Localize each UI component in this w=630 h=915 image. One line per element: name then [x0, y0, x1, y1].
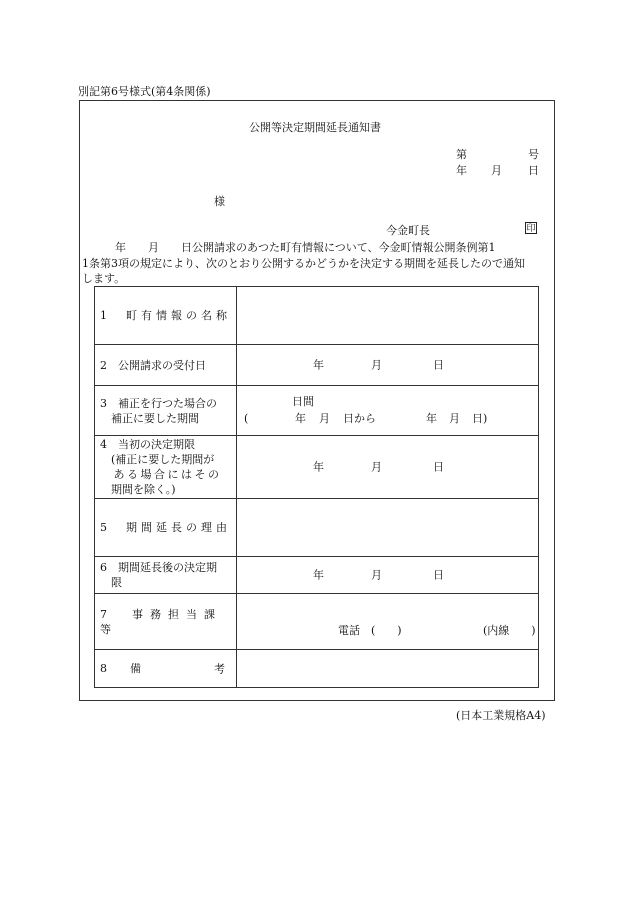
- notice-body-line: 1条第3項の規定により、次のとおり公開するかどうかを決定する期間を延長したので通知: [82, 256, 525, 270]
- remarks-field[interactable]: [237, 650, 539, 688]
- information-name-field[interactable]: [237, 287, 539, 345]
- days-label: 日間: [292, 395, 314, 408]
- notice-body-line: します。: [82, 272, 126, 285]
- seal-mark: 印: [526, 224, 536, 234]
- notice-body-line: 年 月 日公開請求のあつた町有情報について、今金町情報公開条例第1: [82, 241, 496, 254]
- day-label: 日: [433, 460, 444, 474]
- month-label: 月: [371, 460, 382, 474]
- row-label: 5 期間延長の理由: [95, 499, 237, 557]
- contact-field[interactable]: [237, 594, 539, 650]
- document-number-suffix: 号: [528, 148, 539, 161]
- table-row: [95, 386, 539, 436]
- addressee-honorific: 様: [214, 195, 225, 208]
- row-label: 2 公開請求の受付日: [95, 345, 237, 386]
- table-row: [95, 594, 539, 650]
- month-label: 月: [319, 412, 330, 425]
- document-number-prefix: 第: [456, 148, 467, 161]
- detail-table: [94, 286, 539, 688]
- month-label: 月: [371, 358, 382, 372]
- issuer-name: 今金町長: [386, 224, 430, 237]
- table-row: [95, 287, 539, 345]
- table-row: [95, 436, 539, 499]
- table-row: [95, 345, 539, 386]
- year-label: 年: [426, 412, 437, 425]
- table-row: [95, 650, 539, 688]
- issue-date-month: 月: [491, 164, 502, 177]
- issue-date-year: 年: [456, 164, 467, 177]
- document-title: 公開等決定期間延長通知書: [249, 121, 381, 134]
- row-label: 1 町有情報の名称: [95, 287, 237, 345]
- row-label: 7 事務担当課等: [95, 594, 237, 650]
- paper-size-note: (日本工業規格A4): [456, 709, 546, 722]
- extension-label: (内線 ): [483, 624, 536, 637]
- day-label: 日: [433, 358, 444, 372]
- paren-open: (: [244, 412, 249, 425]
- extended-deadline-field[interactable]: [237, 557, 539, 594]
- from-label: 日から: [343, 412, 376, 425]
- extension-reason-field[interactable]: [237, 499, 539, 557]
- year-label: 年: [313, 568, 324, 582]
- phone-label: 電話 ( ): [338, 624, 402, 637]
- row-label: 6 期間延長後の決定期 限: [95, 557, 237, 594]
- month-label: 月: [449, 412, 460, 425]
- form-label: 別記第6号様式(第4条関係): [78, 85, 211, 98]
- table-row: [95, 557, 539, 594]
- year-label: 年: [313, 358, 324, 372]
- year-label: 年: [295, 412, 306, 425]
- notice-body: [82, 240, 552, 287]
- row-label: 8 備 考: [95, 650, 237, 688]
- request-received-date-field[interactable]: [237, 345, 539, 386]
- day-label: 日: [433, 568, 444, 582]
- original-deadline-field[interactable]: [237, 436, 539, 499]
- day-close-label: 日): [472, 412, 488, 425]
- row-label: 4 当初の決定期限 (補正に要した期間が ある場合にはその 期間を除く。): [95, 436, 237, 499]
- correction-period-field[interactable]: [237, 386, 539, 436]
- issue-date-day: 日: [528, 164, 539, 177]
- table-row: [95, 499, 539, 557]
- row-label: 3 補正を行つた場合の 補正に要した期間: [95, 386, 237, 436]
- year-label: 年: [313, 460, 324, 474]
- month-label: 月: [371, 568, 382, 582]
